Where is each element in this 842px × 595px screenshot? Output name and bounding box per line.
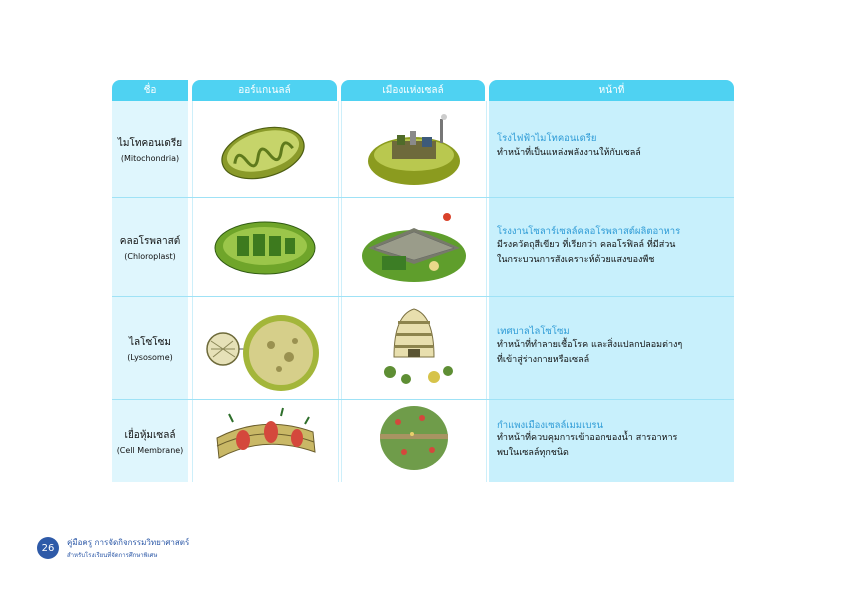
city-illustration-cell <box>341 101 487 197</box>
footer-title: คู่มือครู การจัดกิจกรรมวิทยาศาสตร์ <box>67 538 190 547</box>
organelle-name-english: (Mitochondria) <box>120 153 180 163</box>
mitochondria-illustration <box>193 101 338 197</box>
solar-factory-illustration <box>342 198 486 296</box>
function-title: โรงไฟฟ้าไมโทคอนเดรีย <box>497 133 597 144</box>
chloroplast-illustration <box>193 198 338 296</box>
header-city: เมืองแห่งเซลล์ <box>341 80 485 101</box>
header-name: ชื่อ <box>112 80 188 101</box>
city-illustration-cell <box>341 297 487 399</box>
organelle-illustration-cell <box>192 198 339 296</box>
function-description-line: พบในเซลล์ทุกชนิด <box>497 448 569 458</box>
name-cell <box>112 198 188 296</box>
organelle-illustration-cell <box>192 400 339 482</box>
organelle-name-english: (Cell Membrane) <box>116 445 184 455</box>
organelle-illustration-cell <box>192 297 339 399</box>
header-organelle: ออร์แกเนลล์ <box>192 80 337 101</box>
footer-subtitle: สำหรับโรงเรียนที่จัดการศึกษาพิเศษ <box>67 552 158 559</box>
name-cell <box>112 101 188 197</box>
function-description-line: ที่เข้าสู่ร่างกายหรือเซลล์ <box>497 355 590 365</box>
organelle-name-thai: ไลโซโซม <box>128 336 172 348</box>
function-description-line: ทำหน้าที่ควบคุมการเข้าออกของน้ำ สารอาหาร <box>497 433 678 443</box>
function-description-line: ทำหน้าที่ทำลายเชื้อโรค และสิ่งแปลกปลอมต่างๆ <box>497 340 683 350</box>
function-cell <box>489 400 734 482</box>
cell-membrane-illustration <box>193 400 338 482</box>
organelle-name-english: (Lysosome) <box>127 352 173 362</box>
lysosome-illustration <box>193 297 338 399</box>
function-title: กำแพงเมืองเซลล์เมมเบรน <box>497 420 603 431</box>
function-description-line: ในกระบวนการสังเคราะห์ด้วยแสงของพืช <box>497 255 655 265</box>
table-row-lysosome <box>112 297 734 399</box>
function-title: โรงงานโซลาร์เซลล์คลอโรพลาสต์ผลิตอาหาร <box>497 226 681 237</box>
table-row-chloroplast <box>112 198 734 296</box>
table-row-mitochondria <box>112 101 734 197</box>
city-illustration-cell <box>341 400 487 482</box>
function-cell <box>489 198 734 296</box>
organelle-name-thai: ไมโทคอนเดรีย <box>117 137 183 149</box>
municipal-lysosome-illustration <box>342 297 486 399</box>
name-cell <box>112 297 188 399</box>
table-row-cell-membrane <box>112 400 734 482</box>
header-function: หน้าที่ <box>489 80 734 101</box>
page-number: 26 <box>37 537 59 559</box>
function-title: เทศบาลไลโซโซม <box>497 326 570 337</box>
function-cell <box>489 297 734 399</box>
organelle-name-thai: คลอโรพลาสต์ <box>119 235 181 247</box>
function-cell <box>489 101 734 197</box>
organelle-illustration-cell <box>192 101 339 197</box>
power-plant-illustration <box>342 101 486 197</box>
city-illustration-cell <box>341 198 487 296</box>
function-description-line: มีรงควัตถุสีเขียว ที่เรียกว่า คลอโรฟิลล์ ที่มีส่วน <box>497 240 676 250</box>
organelle-name-english: (Chloroplast) <box>124 251 176 261</box>
function-description-line: ทำหน้าที่เป็นแหล่งพลังงานให้กับเซลล์ <box>497 148 641 158</box>
name-cell <box>112 400 188 482</box>
city-wall-illustration <box>342 400 486 482</box>
organelle-name-thai: เยื่อหุ้มเซลล์ <box>124 429 176 441</box>
